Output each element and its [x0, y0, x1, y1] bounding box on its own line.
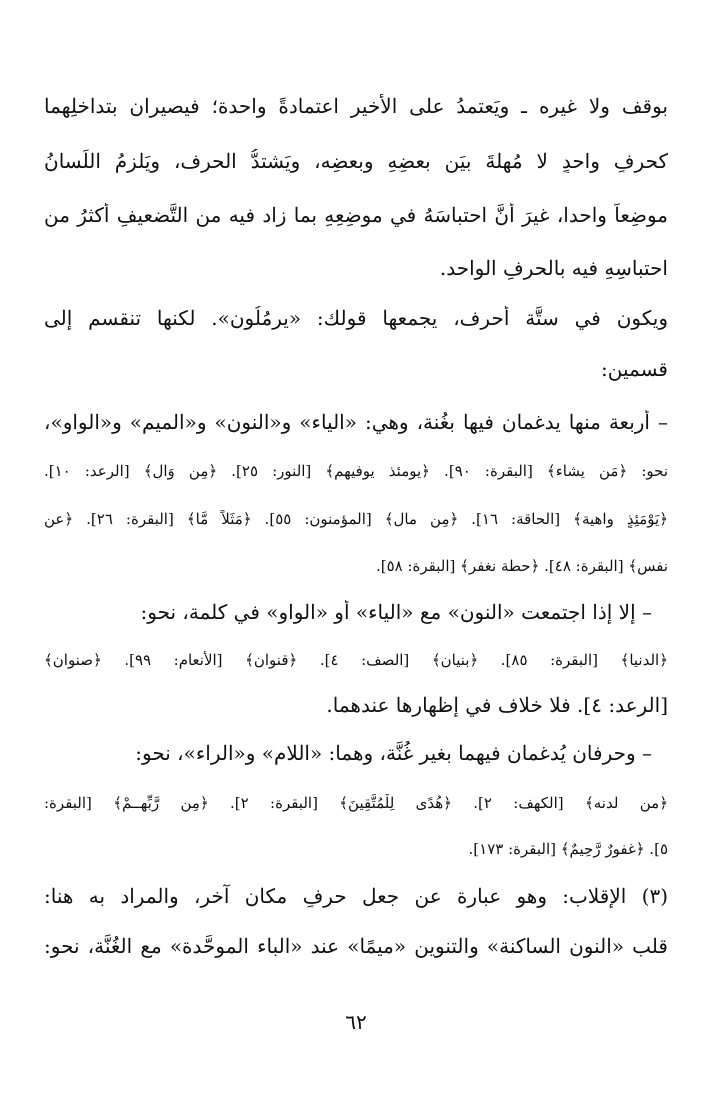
text-line-14: – وحرفان يُدغمان فيهما بغير غُنَّة، وهما: «اللام» و«الراء»، نحو: — [135, 741, 652, 765]
text-line-2: كحرفٍ واحدٍ لا مُهلةَ بيَن بعضِهِ وبعضِه، ويَشتدُّ الحرف، ويَلزمُ اللِّسانُ — [44, 149, 668, 173]
text-line-11: – إلا إذا اجتمعت «النون» مع «الياء» أو «الواو» في كلمة، نحو: — [140, 600, 652, 624]
text-line-9: ﴿يَوْمَئِذٍ واهية﴾ [الحاقة: ١٦]. ﴿مِن مال﴾ [المؤمنون: ٥٥]. ﴿مَثَلاً مَّا﴾ [البقرة: ٢٦]. ﴿عن — [44, 510, 668, 528]
text-line-18: قلب «النون الساكنة» والتنوين «ميمًا» عند «الباء الموحَّدة» مع الغُنَّة، نحو: — [44, 934, 668, 958]
text-line-10: نفس﴾ [البقرة: ٤٨]. ﴿حطة نغفر﴾ [البقرة: ٥٨]. — [375, 557, 668, 575]
text-line-13: [الرعد: ٤]. فلا خلاف في إظهارها عندهما. — [326, 693, 668, 717]
text-line-16: ٥]. ﴿غفورٌ رَّحِيمٌ﴾ [البقرة: ١٧٣]. — [468, 840, 668, 858]
text-line-5: ويكون في ستَّة أحرف، يجمعها قولك: «يرمُلُون». لكنها تنقسم إلى — [44, 306, 668, 330]
page-number: ٦٢ — [345, 1010, 367, 1034]
text-line-17: (٣) الإقلاب: وهو عبارة عن جعل حرفٍ مكان آخر، والمراد به هنا: — [44, 884, 668, 908]
text-line-6: قسمين: — [601, 357, 668, 381]
text-line-3: موضِعاً واحدا، غيرَ أنَّ احتباسَهُ في موضِعِهِ بما زاد فيه من التَّضعيفِ أكثرُ من — [44, 203, 668, 227]
text-line-15: ﴿من لدنه﴾ [الكهف: ٢]. ﴿هُدًى لِلْمُتَّقِينَ﴾ [البقرة: ٢]. ﴿مِن رَّبِّهِــمْ﴾ [البقرة: — [44, 794, 668, 812]
text-line-4: احتباسِهِ فيه بالحرفِ الواحد. — [439, 256, 668, 280]
text-line-12: ﴿الدنيا﴾ [البقرة: ٨٥]. ﴿بنيان﴾ [الصف: ٤]. ﴿قنوان﴾ [الأنعام: ٩٩]. ﴿صنوان﴾ — [44, 651, 668, 669]
text-line-8: نحو: ﴿مَن يشاء﴾ [البقرة: ٩٠]. ﴿يومئذ يوفيهم﴾ [النور: ٢٥]. ﴿مِن وَالٍ﴾ [الرعد: ١٠]. — [44, 462, 668, 480]
text-line-1: بوقف ولا غيره ـ ويَعتمدُ على الأخيرِ اعتمادةً واحدة؛ فيصيرانِ بتداخلِهما — [44, 94, 668, 118]
text-line-7: – أربعة منها يدغمان فيها بغُنة، وهي: «الياء» و«النون» و«الميم» و«الواو»، — [44, 410, 668, 434]
